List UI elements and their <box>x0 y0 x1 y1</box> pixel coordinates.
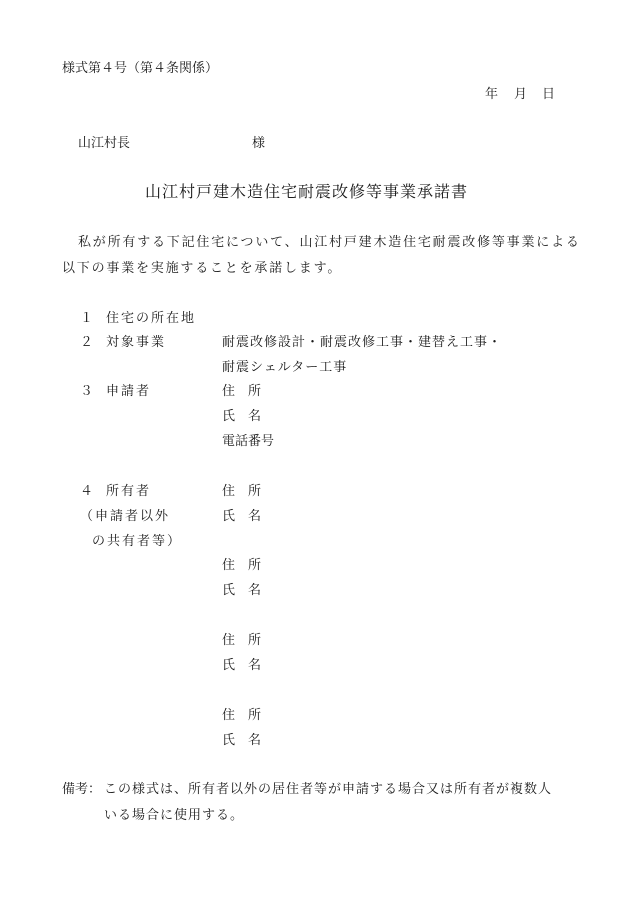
document-title: 山江村戸建木造住宅耐震改修等事業承諾書 <box>145 182 469 201</box>
item-sublabel-2: の共有者等） <box>92 534 183 549</box>
item-value-line-1: 耐震改修設計・耐震改修工事・建替え工事・ <box>222 335 503 350</box>
body-line-2: 以下の事業を実施することを承諾します。 <box>62 261 343 276</box>
item-number: ３ <box>80 384 94 399</box>
owner-name-label: 氏 名 <box>222 733 262 748</box>
form-label: 様式第４号（第４条関係） <box>62 61 219 76</box>
owner-address-label: 住 所 <box>222 558 262 573</box>
item-value-line-2: 耐震シェルター工事 <box>222 360 348 375</box>
owner-address-label: 住 所 <box>222 633 262 648</box>
applicant-phone-label: 電話番号 <box>222 434 275 449</box>
item-label: 申請者 <box>106 384 152 399</box>
owner-name-label: 氏 名 <box>222 658 262 673</box>
item-sublabel-1: （申請者以外 <box>80 509 171 524</box>
applicant-address-label: 住 所 <box>222 384 262 399</box>
note-line-2: いる場合に使用する。 <box>104 808 245 823</box>
owner-name-label: 氏 名 <box>222 509 262 524</box>
note-prefix: 備考： <box>62 782 102 797</box>
note-line-1: この様式は、所有者以外の居住者等が申請する場合又は所有者が複数人 <box>104 782 553 797</box>
owner-address-label: 住 所 <box>222 708 262 723</box>
owner-address-label: 住 所 <box>222 484 262 499</box>
item-number: ２ <box>80 335 94 350</box>
owner-name-label: 氏 名 <box>222 583 262 598</box>
item-label: 所有者 <box>106 484 152 499</box>
item-label: 住宅の所在地 <box>106 311 197 326</box>
item-number: １ <box>80 311 94 326</box>
addressee-honorific: 様 <box>252 136 266 151</box>
applicant-name-label: 氏 名 <box>222 409 262 424</box>
date-month: 月 <box>514 87 528 102</box>
addressee-name: 山江村長 <box>78 136 131 151</box>
item-number: ４ <box>80 484 94 499</box>
date-day: 日 <box>542 87 556 102</box>
body-line-1: 私が所有する下記住宅について、山江村戸建木造住宅耐震改修等事業による <box>78 235 581 250</box>
date-year: 年 <box>485 87 499 102</box>
item-label: 対象事業 <box>106 335 167 350</box>
